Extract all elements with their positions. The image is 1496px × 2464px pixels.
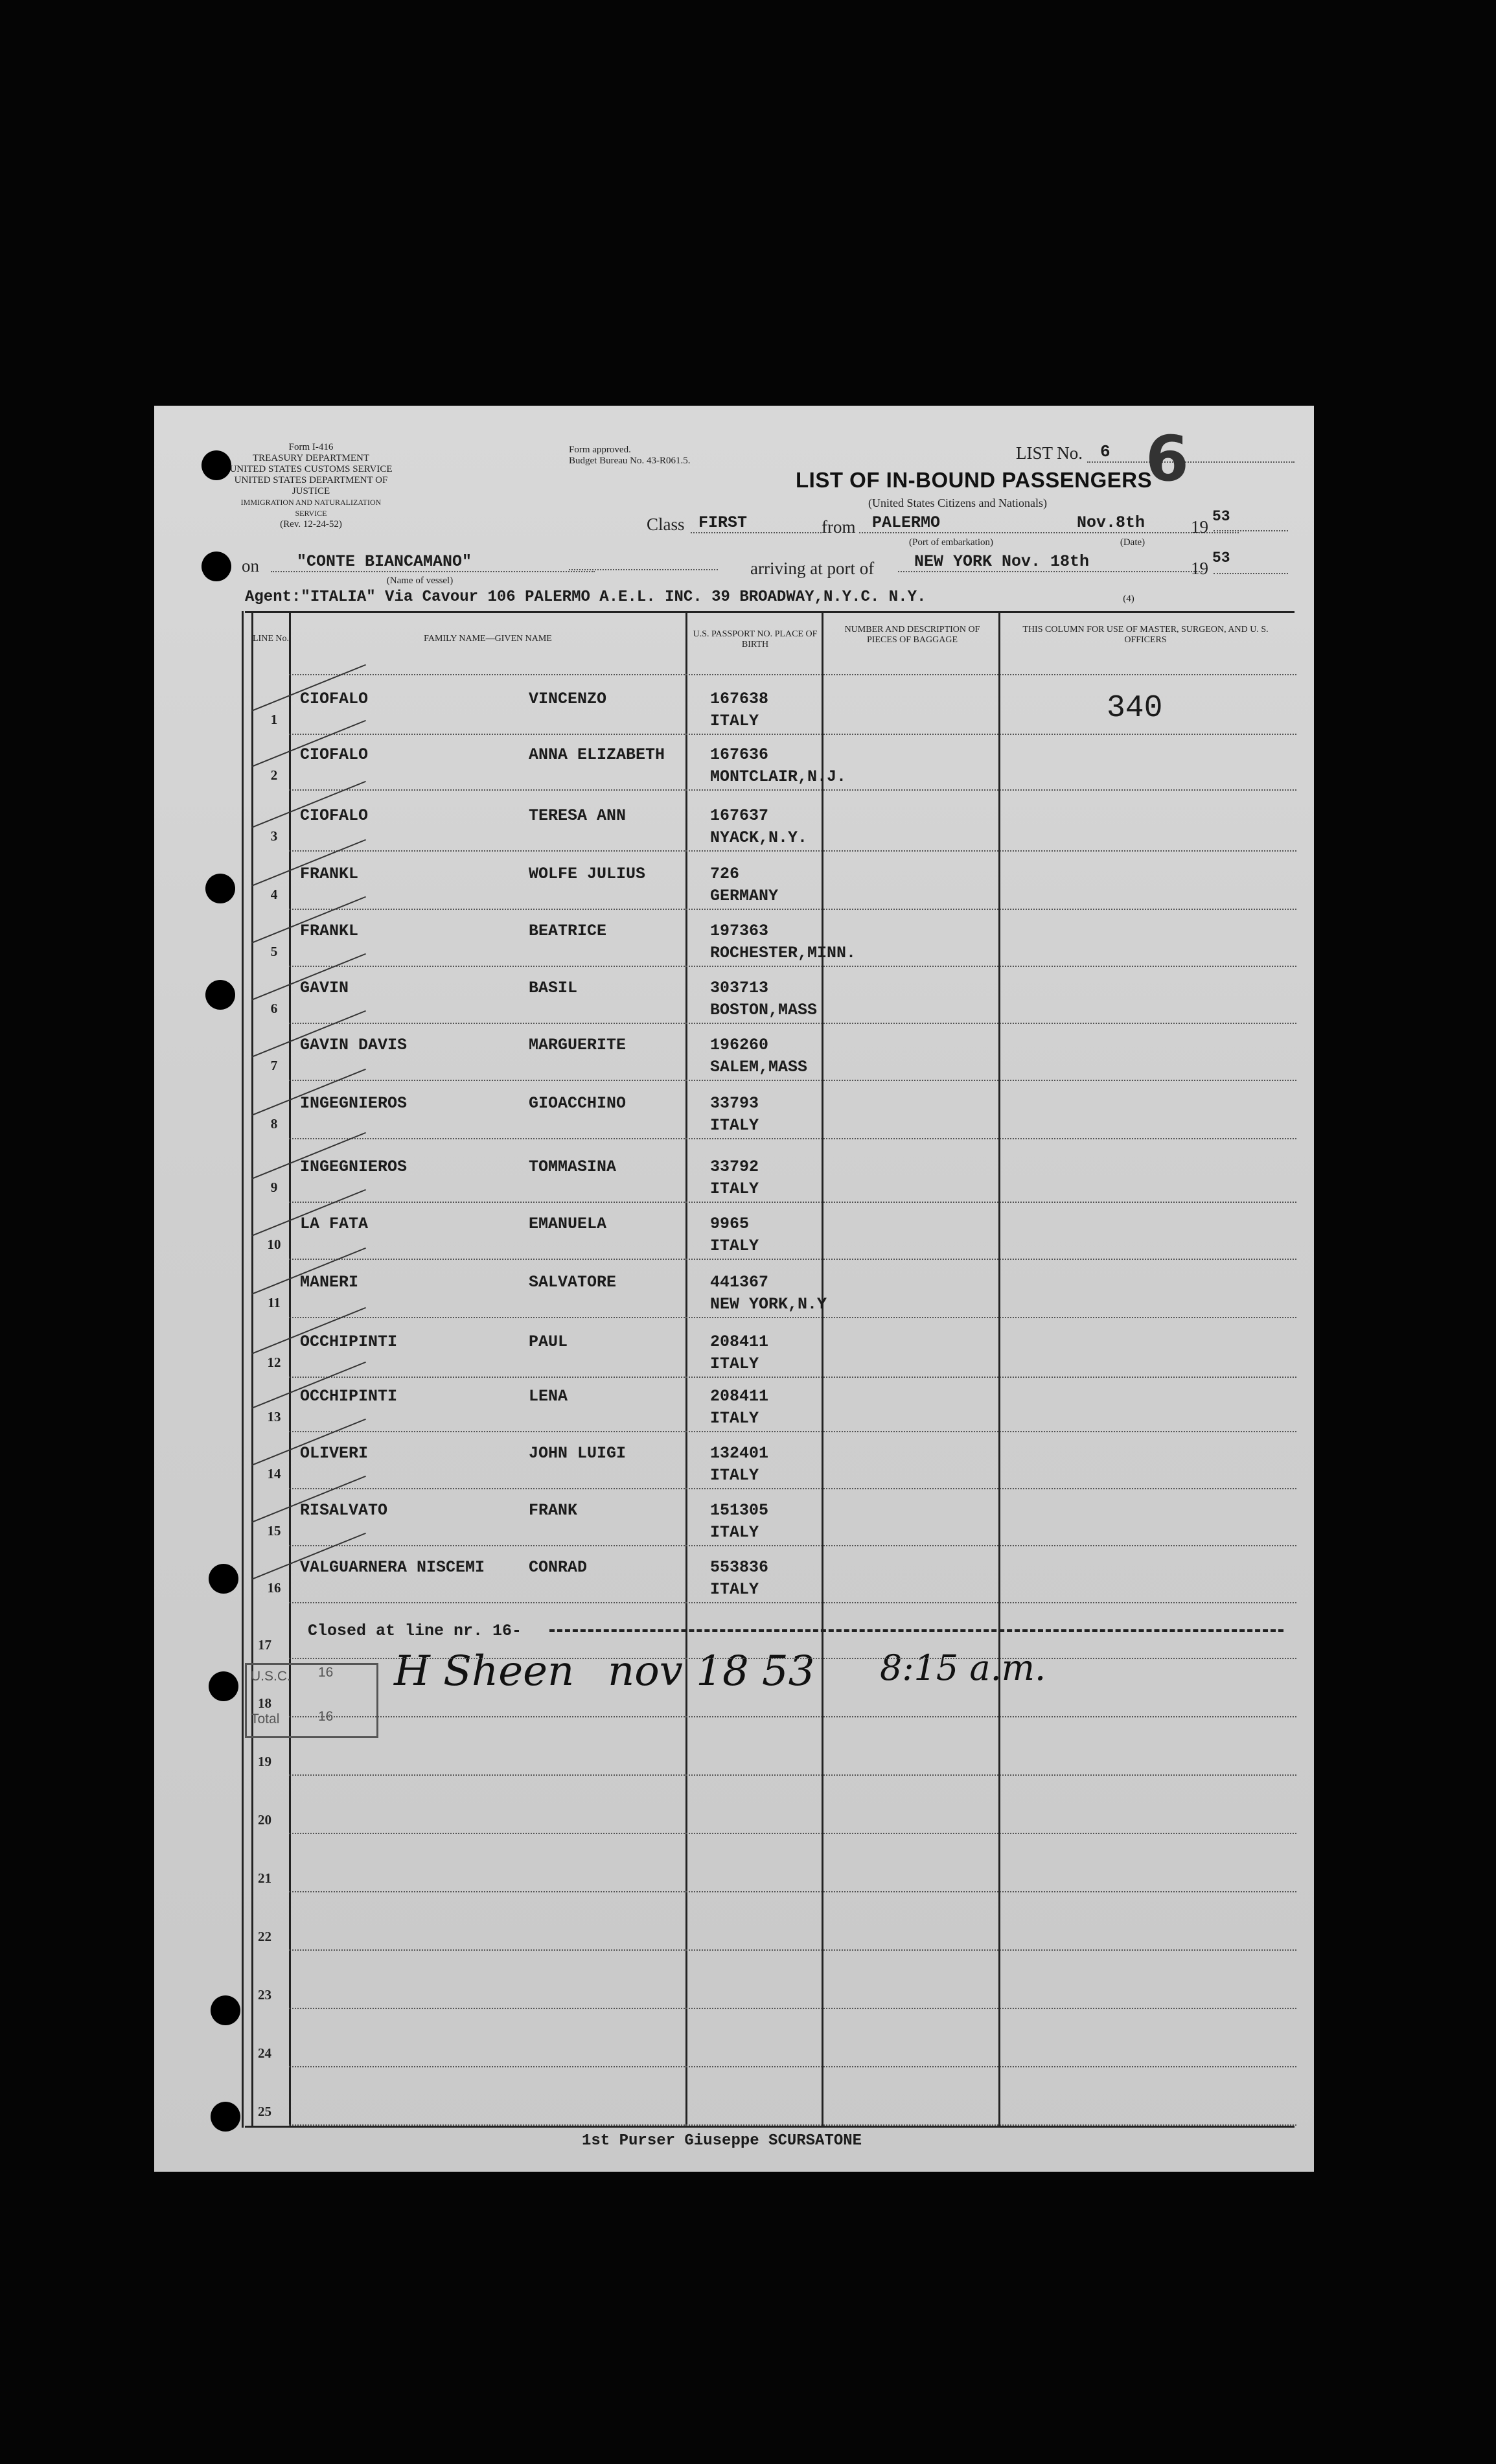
officer-number: 340	[1107, 691, 1163, 726]
punch-hole	[209, 1564, 238, 1594]
line-number: 2	[270, 767, 278, 783]
line-number: 1	[270, 712, 278, 727]
row-rule	[289, 909, 1296, 910]
punch-hole	[201, 552, 231, 581]
table-top-rule	[245, 611, 1295, 613]
year-fill	[1214, 530, 1288, 531]
stamp-total-label: Total	[251, 1712, 280, 1726]
col-header-officers: THIS COLUMN FOR USE OF MASTER, SURGEON, AND U. S. OFFICERS	[1022, 625, 1269, 645]
punch-hole	[211, 2102, 240, 2132]
header-rule	[289, 674, 1296, 675]
handwritten-date: nov 18 53	[608, 1647, 815, 1695]
family-name: OLIVERI	[300, 1444, 369, 1463]
form-subtitle: (United States Citizens and Nationals)	[868, 496, 1047, 509]
closed-line: Closed at line nr. 16-	[308, 1621, 522, 1640]
place-of-birth: ITALY	[710, 1466, 759, 1485]
family-name: FRANKL	[300, 922, 359, 940]
line-number: 14	[267, 1466, 281, 1482]
line-number: 6	[270, 1001, 278, 1016]
family-name: INGEGNIEROS	[300, 1094, 408, 1113]
line-number: 15	[267, 1523, 281, 1539]
line-number: 8	[270, 1116, 278, 1132]
punch-hole	[205, 874, 235, 903]
row-rule	[289, 734, 1296, 735]
arrival-year-prefix: 19	[1191, 559, 1208, 578]
row-rule	[289, 1259, 1296, 1260]
line-number: 22	[258, 1929, 271, 1944]
given-name: SALVATORE	[529, 1273, 617, 1292]
stamp-total-value: 16	[318, 1709, 334, 1724]
passport-number: 553836	[710, 1558, 769, 1577]
list-number-stamp: 6	[1145, 423, 1189, 495]
purser-signature: 1st Purser Giuseppe SCURSATONE	[582, 2132, 862, 2150]
family-name: FRANKL	[300, 865, 359, 883]
embarkation-port: PALERMO	[859, 513, 1060, 533]
revision-date: (Rev. 12-24-52)	[280, 519, 342, 529]
punch-hole	[209, 1671, 238, 1701]
family-name: CIOFALO	[300, 745, 369, 764]
closed-dash-rule	[549, 1629, 1283, 1632]
passport-number: 196260	[710, 1036, 769, 1054]
row-rule	[289, 1545, 1296, 1546]
place-of-birth: SALEM,MASS	[710, 1058, 808, 1076]
col-header-baggage: NUMBER AND DESCRIPTION OF PIECES OF BAGGAGE	[844, 625, 980, 645]
row-rule	[289, 850, 1296, 852]
passport-number: 197363	[710, 922, 769, 940]
passport-number: 33792	[710, 1157, 759, 1176]
col-header-name: FAMILY NAME—GIVEN NAME	[424, 634, 552, 644]
row-rule	[289, 789, 1296, 791]
ins-service: IMMIGRATION AND NATURALIZATION SERVICE	[240, 498, 382, 518]
passport-number: 132401	[710, 1444, 769, 1463]
family-name: RISALVATO	[300, 1501, 388, 1520]
line-number: 11	[268, 1295, 281, 1310]
given-name: TOMMASINA	[529, 1157, 617, 1176]
place-of-birth: ITALY	[710, 1409, 759, 1428]
given-name: MARGUERITE	[529, 1036, 627, 1054]
place-of-birth: ITALY	[710, 712, 759, 730]
row-rule	[289, 1202, 1296, 1203]
passport-number: 167636	[710, 745, 769, 764]
treasury-department: TREASURY DEPARTMENT	[252, 453, 370, 463]
row-rule	[289, 1949, 1296, 1951]
vessel-caption: (Name of vessel)	[386, 575, 454, 586]
family-name: INGEGNIEROS	[300, 1157, 408, 1176]
passport-number: 9965	[710, 1215, 750, 1233]
list-label: LIST No.	[1016, 443, 1083, 463]
form-number: Form I-416	[288, 442, 334, 452]
vessel-name: "CONTE BIANCAMANO"	[271, 552, 595, 572]
line-number: 5	[270, 944, 278, 959]
row-rule	[289, 1774, 1296, 1776]
passport-number: 33793	[710, 1094, 759, 1113]
date-caption: (Date)	[1120, 537, 1145, 548]
place-of-birth: ITALY	[710, 1180, 759, 1198]
passport-number: 726	[710, 865, 740, 883]
passport-number: 208411	[710, 1332, 769, 1351]
place-of-birth: GERMANY	[710, 887, 779, 905]
customs-service: UNITED STATES CUSTOMS SERVICE	[229, 464, 393, 474]
col-header-line: LINE No.	[253, 634, 289, 644]
given-name: GIOACCHINO	[529, 1094, 627, 1113]
line-number: 17	[258, 1637, 271, 1653]
family-name: GAVIN DAVIS	[300, 1036, 408, 1054]
passport-number: 208411	[710, 1387, 769, 1406]
line-number: 18	[258, 1695, 271, 1711]
year-suffix: 53	[1212, 508, 1230, 525]
row-rule	[289, 1658, 1296, 1659]
line-number: 9	[270, 1180, 278, 1195]
embarkation-date: Nov.8th	[1056, 513, 1239, 533]
place-of-birth: NEW YORK,N.Y	[710, 1295, 827, 1314]
budget-bureau: Budget Bureau No. 43-R061.5.	[569, 456, 691, 466]
punch-hole	[211, 1995, 240, 2025]
line-number: 7	[270, 1058, 278, 1073]
passport-number: 441367	[710, 1273, 769, 1292]
given-name: TERESA ANN	[529, 806, 627, 825]
given-name: VINCENZO	[529, 690, 607, 708]
line-number: 4	[270, 887, 278, 902]
given-name: WOLFE JULIUS	[529, 865, 646, 883]
line-col-rule	[289, 611, 291, 2128]
given-name: JOHN LUIGI	[529, 1444, 627, 1463]
line-number: 13	[267, 1409, 281, 1424]
officer-signature: H Sheen	[394, 1647, 575, 1695]
row-rule	[289, 1716, 1296, 1717]
place-of-birth: ITALY	[710, 1580, 759, 1599]
given-name: FRANK	[529, 1501, 578, 1520]
line-number: 25	[258, 2104, 271, 2119]
justice-department: UNITED STATES DEPARTMENT OF JUSTICE	[234, 475, 388, 496]
row-rule	[289, 1080, 1296, 1081]
baggage-col-rule	[998, 611, 1000, 2128]
family-name: MANERI	[300, 1273, 359, 1292]
list-number: 6	[1087, 442, 1295, 463]
col-header-passport: U.S. PASSPORT NO. PLACE OF BIRTH	[693, 629, 818, 649]
embarkation-caption: (Port of embarkation)	[909, 537, 993, 548]
family-name: CIOFALO	[300, 806, 369, 825]
place-of-birth: NYACK,N.Y.	[710, 828, 808, 847]
handwritten-time: 8:15 a.m.	[880, 1647, 1046, 1688]
punch-hole	[205, 980, 235, 1010]
given-name: LENA	[529, 1387, 568, 1406]
family-name: OCCHIPINTI	[300, 1332, 398, 1351]
place-of-birth: ITALY	[710, 1116, 759, 1135]
stamp-usc-label: U.S.C.	[251, 1669, 291, 1684]
class-label: Class	[647, 515, 685, 534]
from-label: from	[822, 517, 856, 537]
passport-number: 167637	[710, 806, 769, 825]
row-rule	[289, 1833, 1296, 1834]
arrival-year-fill	[1214, 573, 1288, 574]
table-left-rule	[242, 611, 244, 2128]
row-rule	[289, 1023, 1296, 1024]
name-col-rule	[685, 611, 687, 2128]
line-number: 23	[258, 1987, 271, 2003]
given-name: ANNA ELIZABETH	[529, 745, 665, 764]
agent-line: Agent:"ITALIA" Via Cavour 106 PALERMO A.E.L. INC. 39 BROADWAY,N.Y.C. N.Y.	[245, 588, 926, 606]
place-of-birth: ITALY	[710, 1237, 759, 1255]
row-rule	[289, 1377, 1296, 1378]
given-name: PAUL	[529, 1332, 568, 1351]
table-left-rule-inner	[251, 611, 253, 2128]
place-of-birth: ROCHESTER,MINN.	[710, 944, 857, 962]
family-name: GAVIN	[300, 979, 349, 997]
year-prefix: 19	[1191, 517, 1208, 537]
passport-number: 151305	[710, 1501, 769, 1520]
row-rule	[289, 966, 1296, 967]
vessel-fill	[569, 569, 718, 570]
row-rule	[289, 2124, 1296, 2126]
arrival-year-suffix: 53	[1212, 550, 1230, 566]
line-number: 16	[267, 1580, 281, 1596]
place-of-birth: MONTCLAIR,N.J.	[710, 767, 847, 786]
stamp-usc-value: 16	[318, 1665, 334, 1680]
form-title: LIST OF IN-BOUND PASSENGERS	[796, 468, 1153, 492]
given-name: CONRAD	[529, 1558, 588, 1577]
place-of-birth: ITALY	[710, 1523, 759, 1542]
line-number: 12	[267, 1354, 281, 1370]
family-name: CIOFALO	[300, 690, 369, 708]
family-name: VALGUARNERA NISCEMI	[300, 1558, 485, 1577]
family-name: OCCHIPINTI	[300, 1387, 398, 1406]
line-number: 20	[258, 1812, 271, 1828]
given-name: EMANUELA	[529, 1215, 607, 1233]
form-approved: Form approved.	[569, 445, 631, 455]
given-name: BASIL	[529, 979, 578, 997]
passport-number: 303713	[710, 979, 769, 997]
family-name: LA FATA	[300, 1215, 369, 1233]
budget-approval	[569, 445, 724, 467]
row-rule	[289, 2066, 1296, 2067]
row-rule	[289, 2008, 1296, 2009]
manifest-page	[154, 406, 1314, 2172]
form-header-block	[227, 442, 395, 530]
row-rule	[289, 1431, 1296, 1432]
table-bottom-rule	[245, 2126, 1295, 2128]
row-rule	[289, 1488, 1296, 1489]
place-of-birth: ITALY	[710, 1354, 759, 1373]
arriving-label: arriving at port of	[750, 559, 875, 578]
class-value: FIRST	[691, 513, 822, 533]
row-rule	[289, 1138, 1296, 1139]
given-name: BEATRICE	[529, 922, 607, 940]
row-rule	[289, 1891, 1296, 1892]
arrival-port: NEW YORK Nov. 18th	[898, 552, 1203, 572]
line-number: 24	[258, 2045, 271, 2061]
passport-number: 167638	[710, 690, 769, 708]
row-rule	[289, 1602, 1296, 1603]
place-of-birth: BOSTON,MASS	[710, 1001, 818, 1019]
line-number: 21	[258, 1870, 271, 1886]
passport-col-rule	[822, 611, 823, 2128]
row-rule	[289, 1317, 1296, 1318]
on-label: on	[242, 556, 259, 575]
line-number: 19	[258, 1754, 271, 1769]
agent-mark: (4)	[1123, 594, 1134, 604]
line-number: 10	[267, 1237, 281, 1252]
line-number: 3	[270, 828, 278, 844]
